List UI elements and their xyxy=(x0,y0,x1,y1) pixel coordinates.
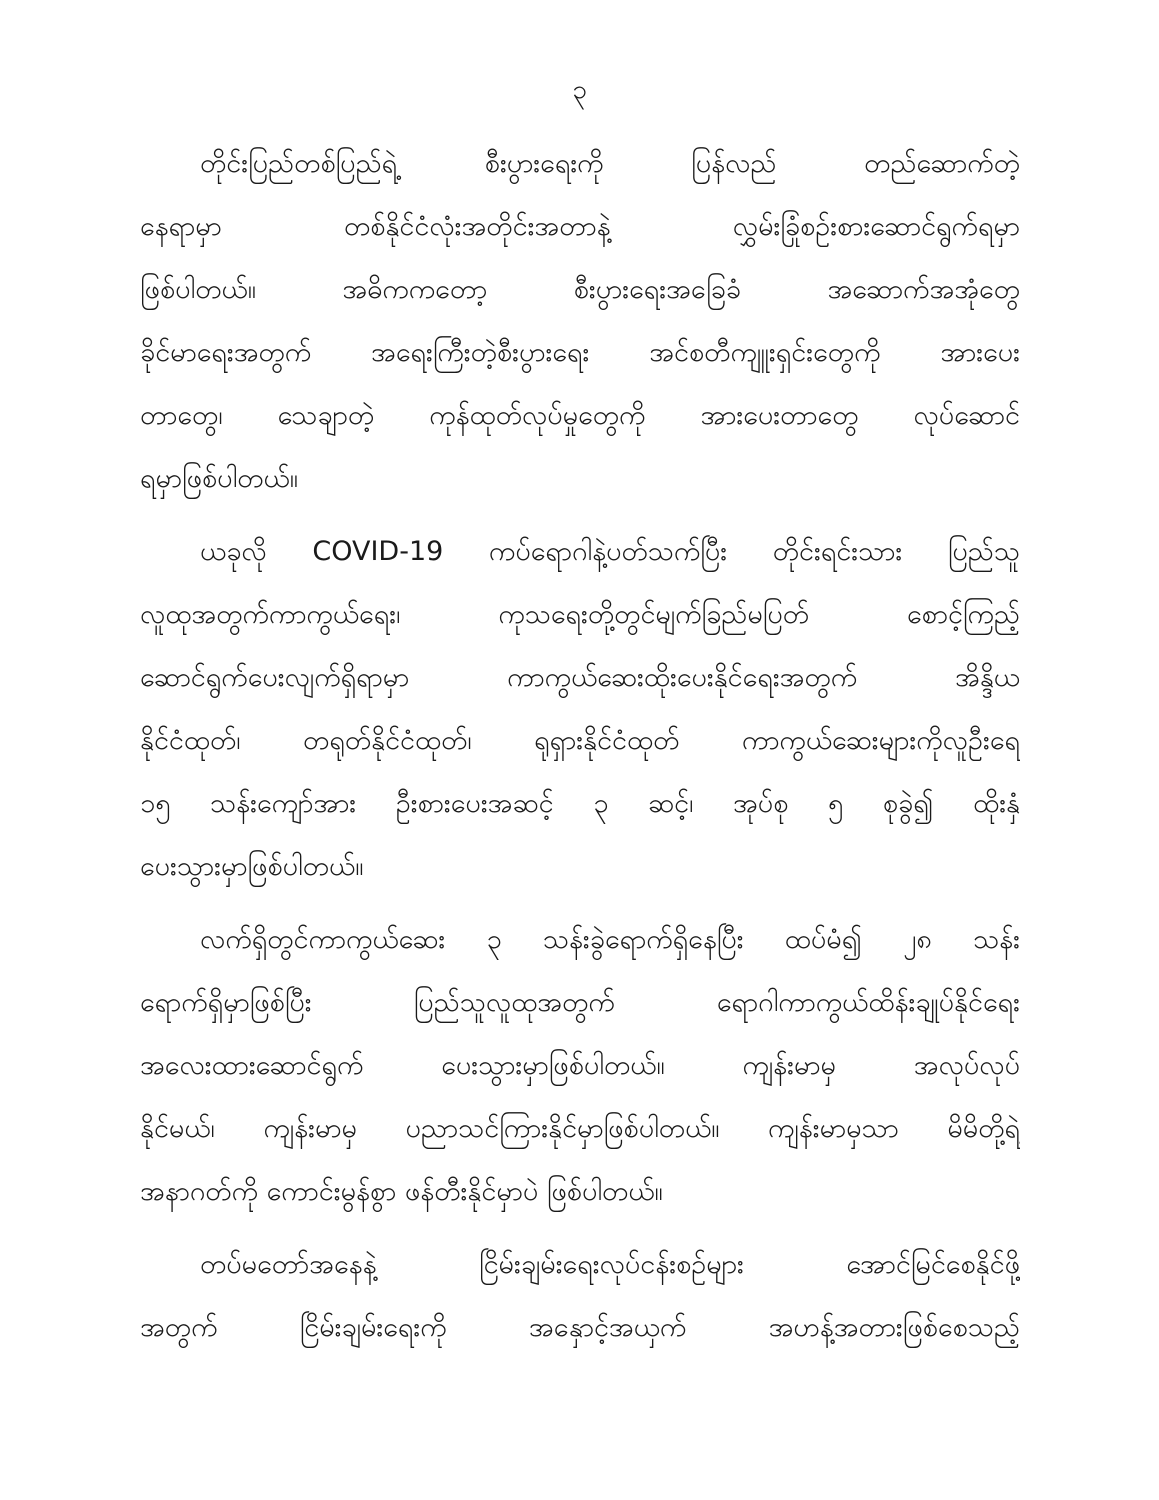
paragraph-3-line-1: လက်ရှိတွင်ကာကွယ်ဆေး ၃ သန်းခွဲရောက်ရှိနေပြီး ထပ်မံ၍ ၂၈ သန်း xyxy=(200,924,1020,955)
paragraph-2-line-3: ဆောင်ရွက်ပေးလျက်ရှိရာမှာ ကာကွယ်ဆေးထိုးပေးနိုင်ရေးအတွက် အိန္ဒိယ xyxy=(140,662,1020,693)
paragraph-2-line-6: ပေးသွားမှာဖြစ်ပါတယ်။ xyxy=(140,851,364,882)
paragraph-1-line-2: နေရာမှာ တစ်နိုင်ငံလုံးအတိုင်းအတာနဲ့ လွှမ်းခြုံစဉ်းစားဆောင်ရွက်ရမှာ xyxy=(140,211,1020,242)
paragraph-2-line-2: လူထုအတွက်ကာကွယ်ရေး၊ ကုသရေးတို့တွင်မျက်ခြည်မပြတ် စောင့်ကြည့် xyxy=(140,599,1020,630)
paragraph-1-line-1: တိုင်းပြည်တစ်ပြည်ရဲ့ စီးပွားရေးကို ပြန်လည် တည်ဆောက်တဲ့ xyxy=(200,148,1020,179)
paragraph-3-line-3: အလေးထားဆောင်ရွက် ပေးသွားမှာဖြစ်ပါတယ်။ ကျန်းမာမှ အလုပ်လုပ် xyxy=(140,1050,1020,1081)
paragraph-4-line-2: အတွက် ငြိမ်းချမ်းရေးကို အနှောင့်အယှက် အဟန့်အတားဖြစ်စေသည့် xyxy=(140,1312,1020,1343)
paragraph-4-line-1: တပ်မတော်အနေနဲ့ ငြိမ်းချမ်းရေးလုပ်ငန်းစဉ်များ အောင်မြင်စေနိုင်ဖို့ xyxy=(200,1249,1020,1280)
paragraph-1-line-3: ဖြစ်ပါတယ်။ အဓိကကတော့ စီးပွားရေးအခြေခံ အဆောက်အအုံတွေ xyxy=(140,274,1020,305)
paragraph-1-line-4: ခိုင်မာရေးအတွက် အရေးကြီးတဲ့စီးပွားရေး အင်စတီကျူးရှင်းတွေကို အားပေး xyxy=(140,337,1020,368)
paragraph-2-line-4: နိုင်ငံထုတ်၊ တရုတ်နိုင်ငံထုတ်၊ ရုရှားနိုင်ငံထုတ် ကာကွယ်ဆေးများကိုလူဦးရေ xyxy=(140,725,1020,756)
paragraph-2-line-1: ယခုလို COVID-19 ကပ်ရောဂါနဲ့ပတ်သက်ပြီး တိုင်းရင်းသား ပြည်သူ xyxy=(200,536,1020,567)
paragraph-3-line-4: နိုင်မယ်၊ ကျန်းမာမှ ပညာသင်ကြားနိုင်မှာဖြစ်ပါတယ်။ ကျန်းမာမှသာ မိမိတို့ရဲ့ xyxy=(140,1113,1020,1144)
paragraph-1-line-6: ရမှာဖြစ်ပါတယ်။ xyxy=(140,463,298,494)
paragraph-1-line-5: တာတွေ၊ သေချာတဲ့ ကုန်ထုတ်လုပ်မှုတွေကို အားပေးတာတွေ လုပ်ဆောင် xyxy=(140,400,1020,431)
page-number: ၃ xyxy=(572,75,587,105)
paragraph-3-line-5: အနာဂတ်ကို ကောင်းမွန်စွာ ဖန်တီးနိုင်မှာပဲ ဖြစ်ပါတယ်။ xyxy=(140,1176,663,1207)
paragraph-3-line-2: ရောက်ရှိမှာဖြစ်ပြီး ပြည်သူလူထုအတွက် ရောဂါကာကွယ်ထိန်းချုပ်နိုင်ရေး xyxy=(140,987,1020,1018)
paragraph-2-line-5: ၁၅ သန်းကျော်အား ဦးစားပေးအဆင့် ၃ ဆင့်၊ အုပ်စု ၅ စုခွဲ၍ ထိုးနှံ xyxy=(140,788,1020,819)
